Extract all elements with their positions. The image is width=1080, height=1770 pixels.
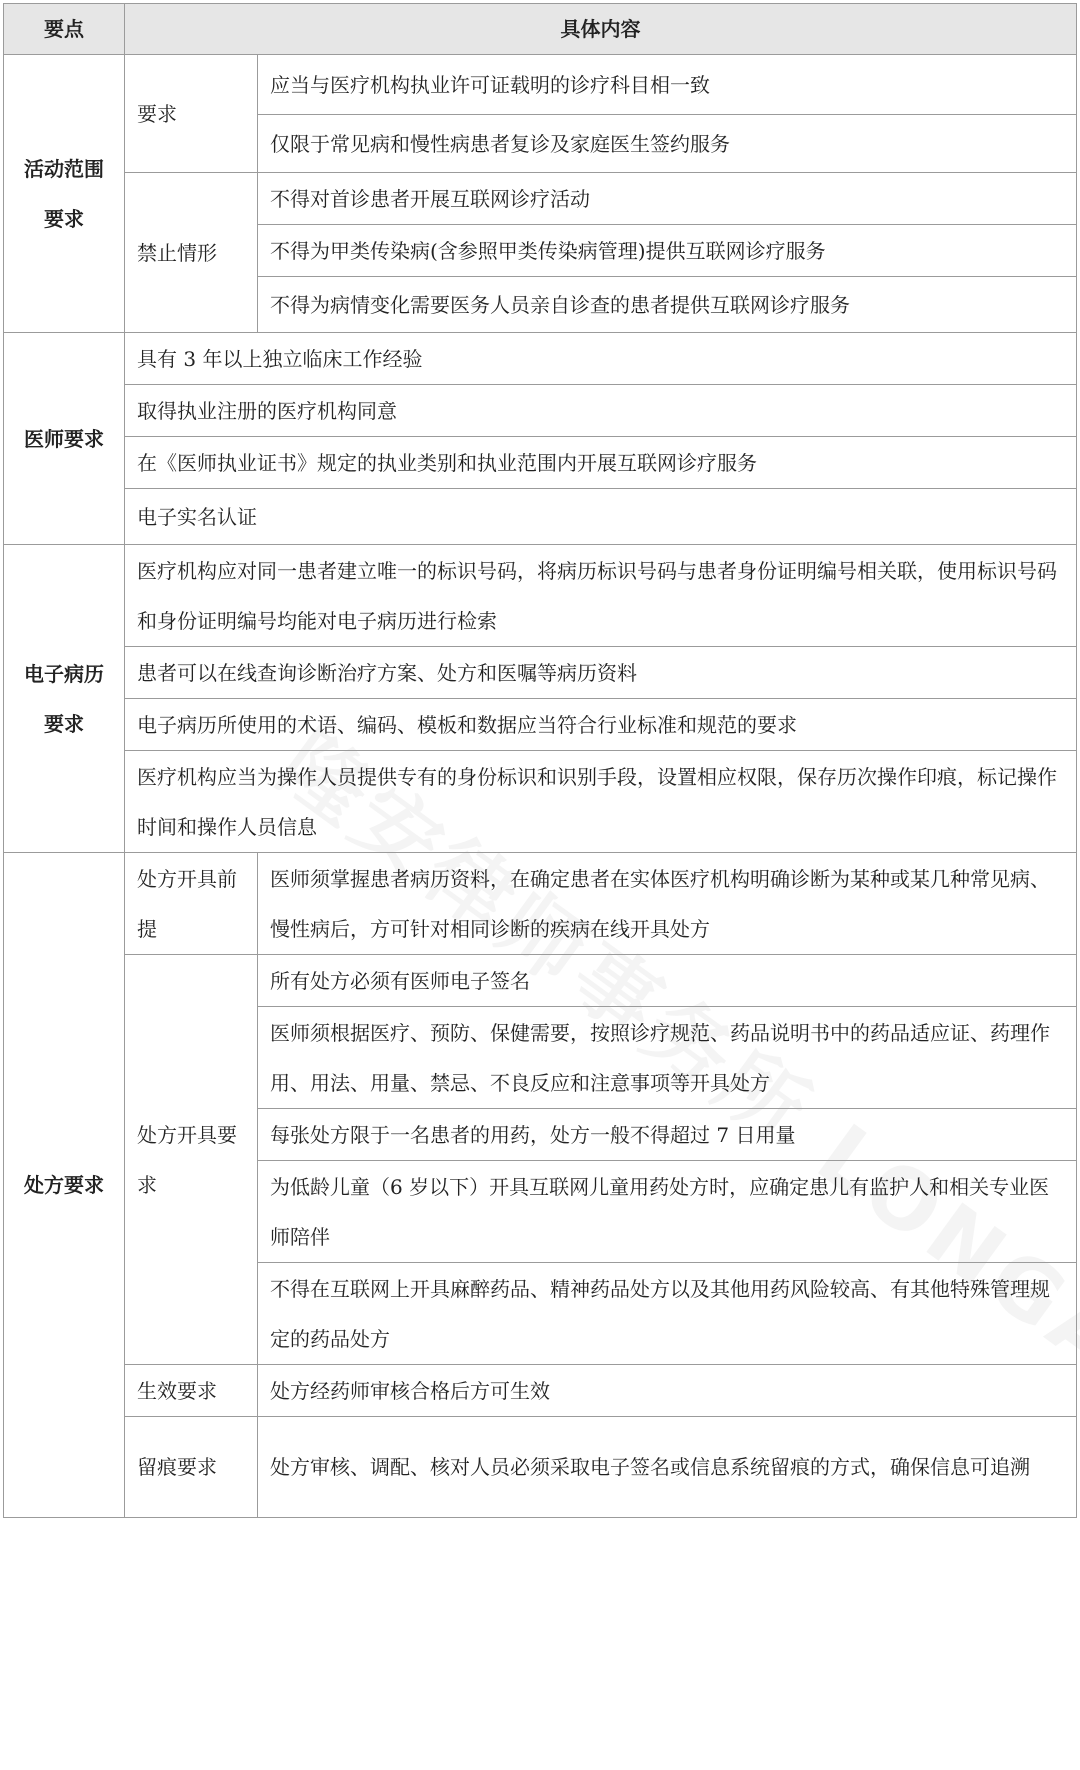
table-row [4,55,1077,115]
table-cell: 医疗机构应对同一患者建立唯一的标识号码，将病历标识号码与患者身份证明编号相关联，使用标识号码和身份证明编号均能对电子病历进行检索 [125,545,1077,647]
table-cell: 不得在互联网上开具麻醉药品、精神药品处方以及其他用药风险较高、有其他特殊管理规定的药品处方 [258,1263,1077,1365]
table-row [4,385,1077,437]
sub-heading: 禁止情形 [125,173,258,333]
table-row [4,1417,1077,1518]
table-cell: 为低龄儿童（6 岁以下）开具互联网儿童用药处方时，应确定患儿有监护人和相关专业医师陪伴 [258,1161,1077,1263]
table-cell: 仅限于常见病和慢性病患者复诊及家庭医生签约服务 [258,115,1077,173]
sub-heading: 留痕要求 [125,1417,258,1518]
table-row [4,545,1077,647]
section-title-prescription: 处方要求 [4,853,125,1518]
table-cell: 不得为病情变化需要医务人员亲自诊查的患者提供互联网诊疗服务 [258,277,1077,333]
table-row [4,955,1077,1007]
table-row [4,853,1077,955]
table-cell: 取得执业注册的医疗机构同意 [125,385,1077,437]
table-row [4,1365,1077,1417]
table-row [4,437,1077,489]
sub-heading: 处方开具前提 [125,853,258,955]
table-cell: 具有 3 年以上独立临床工作经验 [125,333,1077,385]
sub-heading: 处方开具要求 [125,955,258,1365]
table-cell: 电子实名认证 [125,489,1077,545]
table-cell: 处方审核、调配、核对人员必须采取电子签名或信息系统留痕的方式，确保信息可追溯 [258,1417,1077,1518]
table-row [4,751,1077,853]
table-row [4,647,1077,699]
table-row [4,699,1077,751]
table-cell: 所有处方必须有医师电子签名 [258,955,1077,1007]
table-cell: 医师须根据医疗、预防、保健需要，按照诊疗规范、药品说明书中的药品适应证、药理作用、用法、用量、禁忌、不良反应和注意事项等开具处方 [258,1007,1077,1109]
table-cell: 处方经药师审核合格后方可生效 [258,1365,1077,1417]
table-row [4,333,1077,385]
table-cell: 应当与医疗机构执业许可证载明的诊疗科目相一致 [258,55,1077,115]
header-details: 具体内容 [125,4,1077,55]
table-row [4,489,1077,545]
table-cell: 不得为甲类传染病(含参照甲类传染病管理)提供互联网诊疗服务 [258,225,1077,277]
table-cell: 不得对首诊患者开展互联网诊疗活动 [258,173,1077,225]
sub-heading: 要求 [125,55,258,173]
table-cell: 在《医师执业证书》规定的执业类别和执业范围内开展互联网诊疗服务 [125,437,1077,489]
section-title-emr: 电子病历 要求 [4,545,125,853]
requirements-table [3,3,1077,1518]
table-cell: 电子病历所使用的术语、编码、模板和数据应当符合行业标准和规范的要求 [125,699,1077,751]
table-cell: 患者可以在线查询诊断治疗方案、处方和医嘱等病历资料 [125,647,1077,699]
table-cell: 每张处方限于一名患者的用药，处方一般不得超过 7 日用量 [258,1109,1077,1161]
table-row [4,173,1077,225]
table-cell: 医师须掌握患者病历资料，在确定患者在实体医疗机构明确诊断为某种或某几种常见病、慢性病后，方可针对相同诊断的疾病在线开具处方 [258,853,1077,955]
section-title-activity-scope: 活动范围 要求 [4,55,125,333]
sub-heading: 生效要求 [125,1365,258,1417]
section-title-physician: 医师要求 [4,333,125,545]
header-key-points: 要点 [4,4,125,55]
table-cell: 医疗机构应当为操作人员提供专有的身份标识和识别手段，设置相应权限，保存历次操作印痕，标记操作时间和操作人员信息 [125,751,1077,853]
